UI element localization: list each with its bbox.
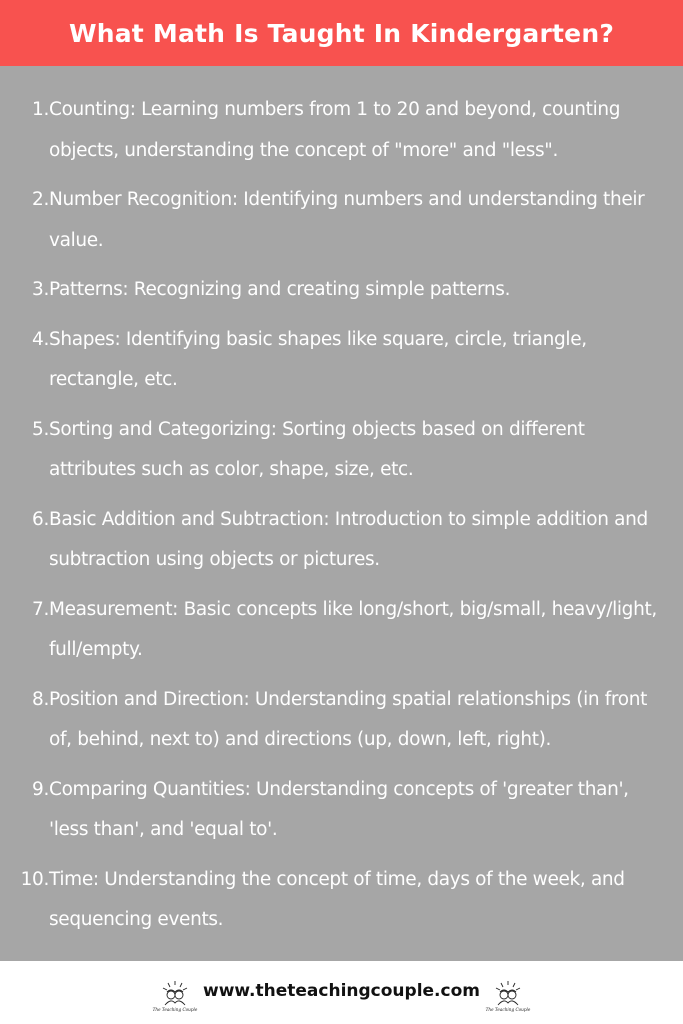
title-banner [0,0,683,66]
list-item [0,680,683,761]
list-item-text: Basic Addition and Subtraction: Introduction to simple addition and subtraction using objects or pictures. [49,508,648,570]
list-item [0,770,683,851]
list-item [0,90,683,171]
content-panel [0,66,683,961]
list-item-number: 7. [32,598,49,620]
list-item-text: Position and Direction: Understanding spatial relationships (in front of, behind, next to) and directions (up, down, left, right). [49,688,648,750]
list-item-text: Measurement: Basic concepts like long/short, big/small, heavy/light, full/empty. [49,598,657,660]
list-item-number: 5. [32,418,49,440]
list-item-text: Sorting and Categorizing: Sorting objects based on different attributes such as color, shape, size, etc. [49,418,585,480]
svg-text:The Teaching Couple: The Teaching Couple [485,1007,531,1012]
list-item-number: 3. [32,279,49,300]
website-url: www.theteachingcouple.com [203,981,480,1001]
list-item-number: 6. [32,508,49,530]
list-item [0,320,683,401]
svg-text:The Teaching Couple: The Teaching Couple [152,1007,198,1012]
list-item-text: Patterns: Recognizing and creating simple patterns. [49,279,511,300]
topic-list [0,90,683,950]
list-item [0,860,683,941]
list-item-number: 10. [20,868,49,890]
list-item-text: Comparing Quantities: Understanding concepts of 'greater than', 'less than', and 'equal to'. [49,778,629,840]
list-item [0,410,683,491]
footer [0,961,683,1024]
page-title: What Math Is Taught In Kindergarten? [68,18,615,48]
list-item [0,270,683,311]
list-item-text: Time: Understanding the concept of time, days of the week, and sequencing events. [49,868,625,930]
teaching-couple-logo-icon [485,979,531,1013]
list-item-number: 4. [32,328,49,350]
list-item [0,500,683,581]
list-item-text: Shapes: Identifying basic shapes like square, circle, triangle, rectangle, etc. [49,328,587,390]
list-item [0,590,683,671]
list-item-text: Number Recognition: Identifying numbers and understanding their value. [49,189,645,251]
list-item-number: 2. [32,189,49,210]
list-item-number: 8. [32,688,49,710]
list-item-number: 9. [32,778,49,800]
list-item [0,180,683,261]
list-item-number: 1. [32,99,49,120]
list-item-text: Counting: Learning numbers from 1 to 20 and beyond, counting objects, understanding the concept of "more" and "less". [49,99,621,161]
